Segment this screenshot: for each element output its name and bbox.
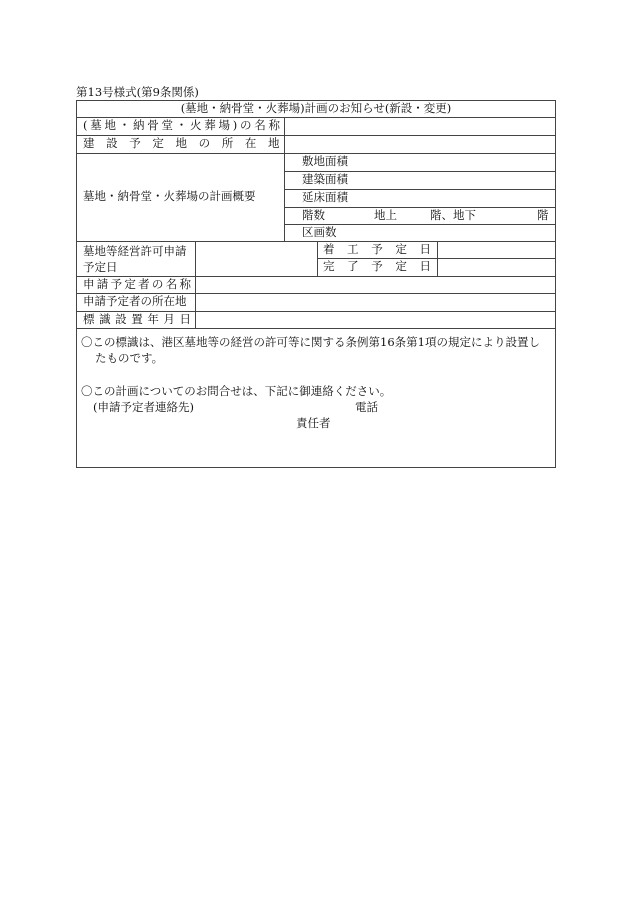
applicant-address-label: 申請予定者の所在地 <box>83 294 187 309</box>
above-ground-label: 地上 <box>374 207 397 222</box>
sign-date-field[interactable] <box>196 312 555 328</box>
applicant-name-field[interactable] <box>196 277 555 293</box>
floors-unit-end: 階 <box>537 207 549 222</box>
permit-date-field[interactable] <box>196 242 316 276</box>
form-number: 第13号様式(第9条関係) <box>76 85 199 99</box>
facility-name-label: ( 墓 地 ・ 納 骨 堂 ・ 火 葬 場 ) の 名 称 <box>83 118 280 133</box>
contact-label: (申請予定者連絡先) <box>93 400 194 414</box>
notice-text-1: 〇この標識は、港区墓地等の経営の許可等に関する条例第16条第1項の規定により設置し たものです。 <box>81 335 540 365</box>
form-title: (墓地・納骨堂・火葬場)計画のお知らせ(新設・変更) <box>180 101 452 116</box>
facility-name-field[interactable] <box>285 118 555 135</box>
location-field[interactable] <box>285 136 555 153</box>
plan-summary-label: 墓地・納骨堂・火葬場の計画概要 <box>83 189 256 204</box>
floor-area-label: 延床面積 <box>302 190 348 205</box>
responsible-label: 責任者 <box>296 416 331 430</box>
construction-start-label: 着 工 予 定 日 <box>323 241 431 256</box>
construction-start-field[interactable] <box>438 242 555 258</box>
location-label: 建 設 予 定 地 の 所 在 地 <box>83 136 280 151</box>
sign-date-label: 標 識 設 置 年 月 日 <box>83 311 191 326</box>
site-area-label: 敷地面積 <box>302 154 348 169</box>
floors-unit-mid: 階、地下 <box>430 207 476 222</box>
completion-field[interactable] <box>438 259 555 276</box>
grid-line <box>317 241 318 276</box>
permit-date-label: 墓地等経営許可申請 予定日 <box>83 244 187 274</box>
notice-text-2: 〇この計画についてのお問合せは、下記に御連絡ください。 <box>81 384 392 398</box>
phone-label: 電話 <box>355 400 378 414</box>
plot-count-label: 区画数 <box>302 224 337 239</box>
applicant-name-label: 申 請 予 定 者 の 名 称 <box>83 276 191 291</box>
grid-line <box>77 328 555 329</box>
completion-label: 完 了 予 定 日 <box>323 259 431 274</box>
applicant-address-field[interactable] <box>196 294 555 311</box>
floors-label: 階数 <box>302 207 325 222</box>
notice-form <box>76 100 556 468</box>
building-area-label: 建築面積 <box>302 172 348 187</box>
